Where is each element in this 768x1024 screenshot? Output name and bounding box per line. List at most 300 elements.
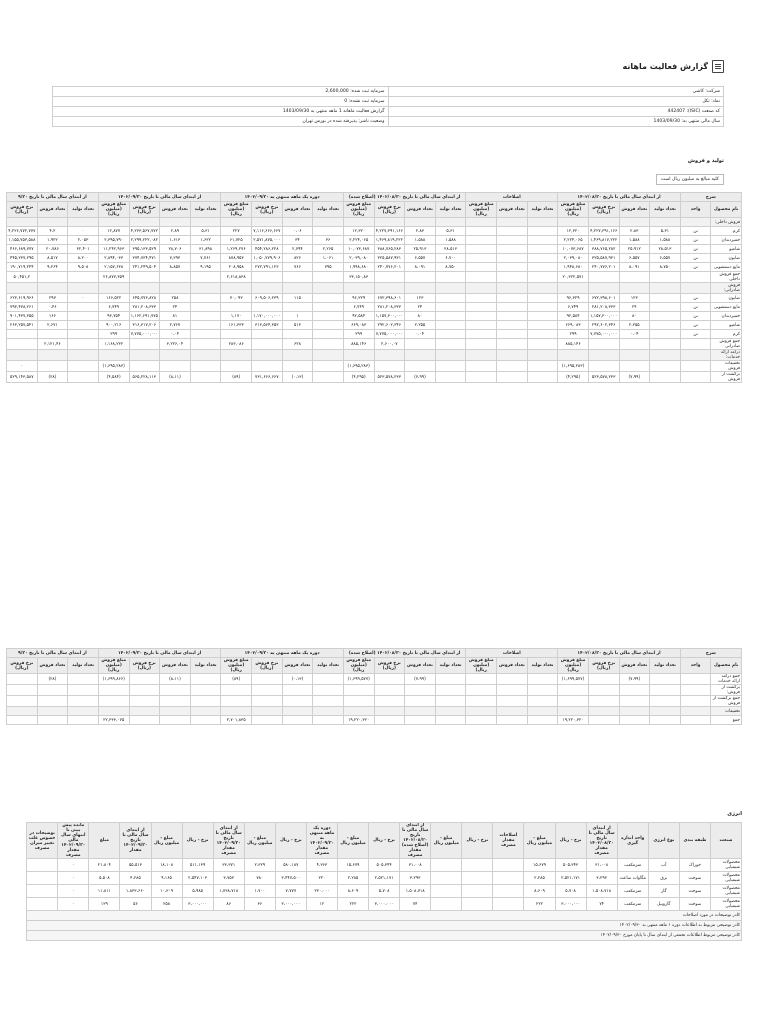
column-header: مبلغ فروش (میلیون ریال): [221, 658, 252, 674]
table-cell: ۳۲۵,۵۸۷,۹۳۱: [588, 254, 619, 263]
table-cell: [190, 361, 221, 372]
table-cell: [313, 321, 344, 330]
column-header: مبلغ فروش (میلیون ریال): [98, 658, 129, 674]
table-cell: ۶،۵۵۷: [619, 254, 650, 263]
table-cell: [527, 339, 558, 350]
table-cell: [313, 350, 344, 361]
table-cell: ۰،۰۴: [619, 330, 650, 339]
table-cell: ۲،۲۵۵: [619, 321, 650, 330]
table-cell: [680, 707, 711, 716]
column-header: تعداد تولید: [527, 202, 558, 218]
column-header: تعداد فروش: [160, 202, 191, 218]
table-cell: [405, 696, 436, 707]
table-cell: [129, 716, 160, 725]
table-cell: ۱,۱۷۰,۰۰۰,۰۰۰: [253, 313, 281, 319]
table-cell: ۱،۷۰۰: [244, 885, 275, 898]
table-cell: ۰: [68, 294, 99, 303]
energy-section-title: انرژی: [727, 811, 742, 817]
table-cell: ۴۵۴,۲۸۶,۲۲۸: [252, 245, 283, 254]
table-cell: ۲۴: [619, 303, 650, 312]
row-label: شامپو: [711, 321, 742, 330]
table-cell: [619, 707, 650, 716]
table-cell: سوخت: [679, 885, 710, 898]
table-cell: ۳۱۶,۳۱۷,۲۰۶: [129, 321, 160, 330]
column-header: نرخ فروش (ریال): [129, 202, 160, 218]
table-cell: ۲,۱۲۱,۴۶: [37, 339, 68, 350]
group-header: از ابتدای سال مالی تا تاریخ ۱۴۰۲/۰۸/۳۰: [558, 193, 681, 202]
table-cell: ۲۵،۹۱۲: [619, 245, 650, 254]
table-cell: ۲۳۰،۰۰۰: [306, 885, 337, 898]
table-cell: ۲,۰۳۹,۰۸۰: [343, 254, 374, 263]
table-cell: [221, 218, 252, 227]
notes-row: [27, 911, 742, 921]
table-cell: [497, 685, 528, 696]
table-cell: [129, 272, 160, 283]
column-header: دوره یک ماهه منتهی به ۱۴۰۲/۰۹/۳۰ مقدار مصرف: [306, 823, 337, 859]
table-cell: ۲۴: [160, 303, 191, 312]
column-header: نرخ - ریال: [462, 823, 493, 859]
table-cell: ۲،۲۸۵: [337, 872, 368, 885]
column-header: تعداد فروش: [619, 202, 650, 218]
table-cell: [160, 218, 191, 227]
table-row: [7, 283, 742, 294]
column-header: نرخ فروش (ریال): [252, 658, 283, 674]
table-cell: [650, 294, 681, 303]
table-cell: ۳،۰۰۰،۰۰۰: [275, 898, 306, 911]
table-cell: [282, 218, 313, 227]
table-cell: ۷,۱۱۶,۶۶۶,۶۶۷: [253, 228, 281, 234]
row-label: صابون: [711, 294, 742, 303]
table-cell: [98, 707, 129, 716]
row-label: خمیردندان: [711, 236, 742, 245]
table-cell: [98, 696, 129, 707]
table-cell: [588, 674, 619, 685]
table-cell: [558, 350, 589, 361]
table-cell: ۴،۲۸۵: [120, 872, 151, 885]
table-cell: ۲۲۷: [221, 227, 252, 236]
table-cell: [405, 272, 436, 283]
table-cell: [282, 716, 313, 725]
table-cell: [282, 696, 313, 707]
column-header: تعداد فروش: [282, 202, 313, 218]
table-cell: ۲,۲۹۹,۲۲۲,۰۸۲: [130, 237, 158, 243]
group-header: از ابتدای سال مالی تا تاریخ ۱۴۰۲/۰۸/۳۰ (اصلاح شده): [343, 649, 466, 658]
column-header: تعداد تولید: [527, 658, 558, 674]
table-cell: [7, 685, 38, 696]
table-cell: (۱,۶۹۹,۸۶۶): [98, 674, 129, 685]
table-cell: ۹،۲۶۴: [37, 263, 68, 272]
table-cell: [27, 872, 58, 885]
table-cell: [497, 372, 528, 383]
table-cell: ۱,۱۶۲,۶۹۱,۷۷۵: [130, 313, 158, 319]
row-label: شامپو: [711, 245, 742, 254]
table-cell: [680, 696, 711, 707]
table-cell: ۲,۷۹۴: [282, 245, 313, 254]
column-header: تعداد تولید: [190, 202, 221, 218]
table-cell: ۹،۵۰۸: [68, 263, 99, 272]
table-cell: [497, 227, 528, 236]
table-cell: [343, 283, 374, 294]
row-label: خمیردندان: [711, 312, 742, 321]
table-cell: ۲۰،۷۸۶: [37, 245, 68, 254]
table-cell: [252, 330, 283, 339]
table-cell: ۲،۰۵۳: [68, 236, 99, 245]
table-cell: تن: [680, 236, 711, 245]
table-cell: ۱۱۵: [282, 294, 313, 303]
table-cell: [588, 339, 619, 350]
table-cell: [466, 227, 497, 236]
row-label: جمع: [711, 716, 742, 725]
table-cell: [588, 696, 619, 707]
table-cell: ۹۲,۵۸۴: [343, 312, 374, 321]
table-cell: [160, 707, 191, 716]
table-cell: ۳۲۵,۵۸۷,۹۳۱: [374, 254, 405, 263]
table-cell: [190, 312, 221, 321]
table-cell: ۹۰۰,۲۱۶: [98, 321, 129, 330]
table-row: [7, 263, 742, 272]
table-cell: مگاوات ساعت: [617, 872, 648, 885]
table-cell: [190, 685, 221, 696]
group-header: اصلاحات: [466, 193, 558, 202]
column-header: تعداد تولید: [650, 202, 681, 218]
table-cell: [558, 707, 589, 716]
table-row: [27, 885, 742, 898]
table-cell: ۵۶۵,۲۲۸,۱۱۳: [129, 372, 160, 383]
table-cell: [7, 350, 38, 361]
table-cell: (۷،۹۹): [619, 372, 650, 383]
table-cell: ۱۹,۲۲۰,۳۲۰: [343, 716, 374, 725]
table-cell: [68, 283, 99, 294]
table-cell: [680, 674, 711, 685]
table-cell: ۸۶: [213, 898, 244, 911]
table-cell: ۵۵،۵۱۳: [120, 859, 151, 872]
table-row: [7, 254, 742, 263]
table-cell: ۸،۶۰۹: [524, 885, 555, 898]
table-cell: [313, 218, 344, 227]
column-header: نام محصول: [711, 202, 742, 218]
table-cell: [619, 350, 650, 361]
table-cell: [68, 372, 99, 383]
table-cell: [619, 272, 650, 283]
table-cell: ۵،۳۱: [190, 227, 221, 236]
table-cell: ۱،۰۶۱: [313, 254, 344, 263]
table-cell: [405, 350, 436, 361]
table-cell: [466, 294, 497, 303]
group-header: اصلاحات: [466, 649, 558, 658]
table-row: [7, 245, 742, 254]
table-cell: ۸،۷۵۰: [435, 263, 466, 272]
table-cell: ۷۴: [586, 898, 617, 911]
column-header: نرخ - ریال: [369, 823, 400, 859]
table-cell: [252, 283, 283, 294]
table-cell: (۸،۱۱): [160, 674, 191, 685]
table-cell: ۱،۵۰۸،۷۱۸: [586, 885, 617, 898]
table-cell: [190, 707, 221, 716]
table-cell: [435, 303, 466, 312]
table-cell: (۱,۶۹۹,۵۷۷): [558, 674, 589, 685]
table-cell: ۳۶: [244, 898, 275, 911]
table-cell: ۲،۵۴۷،۱۰۳: [182, 872, 213, 885]
row-label: محصولات شیمیایی: [710, 898, 741, 911]
group-header: از ابتدای سال مالی تا تاریخ ۱۴۰۲/۰۸/۳۰ (اصلاح شده): [343, 193, 466, 202]
row-label: محصولات شیمیایی: [710, 859, 741, 872]
column-header: تعداد تولید: [435, 658, 466, 674]
table-cell: [558, 685, 589, 696]
column-header: از ابتدای سال مالی تا تاریخ ۱۴۰۲/۰۹/۳۰ مقدار: [120, 823, 151, 859]
capital-unregistered: سرمایه ثبت نشده: 0: [53, 97, 389, 107]
table-cell: [650, 303, 681, 312]
table-cell: ۷،۷۷۷: [275, 885, 306, 898]
table-row: [7, 218, 742, 227]
table-cell: ۲،۲۸۵: [524, 872, 555, 885]
company-info-table: [52, 86, 724, 127]
table-cell: (۰،۱۳): [282, 372, 313, 383]
table-cell: [431, 898, 462, 911]
table-cell: ۵،۷۰۸: [369, 885, 400, 898]
isic-code: کد صنعت (ISIC): 442407: [388, 107, 724, 117]
table-cell: ۱۵،۶۷۹: [337, 859, 368, 872]
table-cell: ۷۹۳,۴۷۸,۲۶۱: [7, 303, 38, 312]
table-cell: [252, 350, 283, 361]
table-cell: [343, 707, 374, 716]
column-header: تعداد فروش: [405, 202, 436, 218]
column-header: نرخ فروش (ریال): [129, 658, 160, 674]
page-title: [623, 60, 724, 73]
table-cell: [527, 254, 558, 263]
table-cell: ۲۹۹: [558, 330, 589, 339]
table-cell: ۳،۴۴۷،۵۰۰: [275, 872, 306, 885]
table-cell: [619, 685, 650, 696]
table-cell: ۵،۵۰۸: [89, 872, 120, 885]
table-row: [7, 294, 742, 303]
table-cell: ۳۲,۴۰۱: [68, 245, 99, 254]
table-cell: ۲۴۱,۲۴۹,۵۰۴: [129, 263, 160, 272]
table-cell: [190, 283, 221, 294]
table-cell: [160, 272, 191, 283]
table-cell: [680, 272, 711, 283]
table-cell: ۶۱,۷۲۵: [221, 236, 252, 245]
table-cell: ۹۶,۳۲۹: [558, 294, 589, 303]
column-header: تعداد فروش: [282, 658, 313, 674]
table-cell: ۲,۱۵۷,۶۳۸: [98, 263, 129, 272]
company-symbol: نماد: تکل: [388, 97, 724, 107]
table-cell: ۷۸۰: [244, 872, 275, 885]
table-cell: [98, 283, 129, 294]
table-cell: ۲،۳۲۹: [244, 859, 275, 872]
table-cell: (۱,۶۹۹,۵۷۷): [343, 674, 374, 685]
table-cell: ۲,۲۲۴,۰۶۵: [558, 236, 589, 245]
table-cell: ۵۲۳,۵۷۸,۲۳۳: [374, 372, 405, 383]
table-cell: ۴،۳۶۳: [306, 859, 337, 872]
table-cell: [466, 339, 497, 350]
table-cell: ۰،۰۴: [405, 330, 436, 339]
table-row: [7, 696, 742, 707]
table-cell: ۶۷۲,۳۹۸,۶۰۱: [588, 294, 619, 303]
table-cell: ۰،۴۶: [37, 303, 68, 312]
table-cell: ۳،۲۹۳: [400, 872, 431, 885]
table-cell: ۱,۱۶۸,۲۳۲: [98, 339, 129, 350]
table-cell: (۸،۱۱): [160, 372, 191, 383]
publisher-status: وضعیت ناشر: پذیرفته شده در بورس تهران: [53, 117, 389, 127]
table-cell: ۸۷۸,۹۵۳: [221, 254, 252, 263]
column-header: واحد اندازه گیری: [617, 823, 648, 859]
table-cell: ۷,۷۷۵,۰۰۰,۰۰۰: [375, 331, 403, 337]
column-header: واحد: [680, 658, 711, 674]
table-cell: [68, 339, 99, 350]
table-cell: ۸،۰۹۱: [619, 263, 650, 272]
column-header: واحد: [680, 202, 711, 218]
production-sales-table: [6, 192, 742, 383]
table-cell: سوخت: [679, 898, 710, 911]
table-cell: ۲۷۲,۷۹۱,۱۲۳: [252, 263, 283, 272]
table-cell: ۷۰,۰۹۳: [221, 294, 252, 303]
table-cell: ۳،۰۰۰،۰۰۰: [369, 898, 400, 911]
table-cell: ۳،۰۰۰،۰۰۰: [182, 898, 213, 911]
group-header: شرح: [680, 649, 741, 658]
table-cell: [588, 685, 619, 696]
table-row: [7, 227, 742, 236]
table-cell: [343, 696, 374, 707]
table-cell: تن: [680, 294, 711, 303]
row-label: برگشت از فروش: [711, 372, 742, 383]
table-cell: (۱,۶۹۵,۲۸۳): [98, 361, 129, 372]
table-cell: [462, 872, 493, 885]
table-cell: [435, 312, 466, 321]
table-cell: [129, 350, 160, 361]
table-cell: [37, 707, 68, 716]
table-cell: ۲۸۱,۲۰۸,۳۳۳: [374, 303, 405, 312]
table-cell: [435, 218, 466, 227]
table-cell: ۴,۲۲۷,۳۹۱,۱۶۶: [375, 228, 403, 234]
table-cell: [7, 696, 38, 707]
table-cell: [466, 696, 497, 707]
table-cell: [527, 227, 558, 236]
table-cell: [680, 372, 711, 383]
table-cell: ۱۵،۶۷۹: [524, 859, 555, 872]
table-cell: [98, 218, 129, 227]
table-cell: ۲,۵۷۱,۸۷۵,۰۰۰: [253, 237, 281, 243]
table-cell: ۹،۱۶۵: [151, 872, 182, 885]
table-cell: ۲۰۸,۹۵۸: [221, 263, 252, 272]
table-cell: ۰: [58, 872, 89, 885]
table-cell: [37, 283, 68, 294]
table-cell: [435, 685, 466, 696]
group-header: از ابتدای سال مالی تا تاریخ ۱۴۰۲/۰۸/۳۰: [558, 649, 681, 658]
column-header: تعداد فروش: [405, 658, 436, 674]
table-cell: ۵،۹۸۵: [182, 885, 213, 898]
row-label: جمع برگشت از فروش: [711, 696, 742, 707]
table-cell: ۲۴۰,۷۷۶,۲۰۱: [374, 263, 405, 272]
table-cell: ۶۲۸: [282, 339, 313, 350]
table-cell: [190, 321, 221, 330]
table-cell: [190, 716, 221, 725]
table-cell: ۷۴: [400, 898, 431, 911]
table-cell: [466, 674, 497, 685]
table-cell: ۲,۶۰۰,۰۷: [374, 339, 405, 350]
table-cell: مترمکعب: [617, 885, 648, 898]
table-cell: ۸۰: [405, 312, 436, 321]
table-cell: ۱,۰۵۰,۷۷۹,۹۰۶: [253, 255, 281, 261]
table-cell: [221, 283, 252, 294]
table-cell: [680, 361, 711, 372]
table-cell: [374, 696, 405, 707]
table-row: [7, 372, 742, 383]
table-cell: ۷,۷۶۱: [190, 254, 221, 263]
table-cell: ۲،۲۵۵: [405, 321, 436, 330]
table-cell: [252, 696, 283, 707]
table-cell: [497, 263, 528, 272]
table-cell: ۱,۹۴۸,۶۸۰: [343, 263, 374, 272]
table-cell: [680, 283, 711, 294]
table-cell: (۷،۹۹): [405, 674, 436, 685]
table-cell: ۵۰۵،۳۴۳: [555, 859, 586, 872]
table-cell: ۱,۲۶۹,۲۷۶: [221, 245, 252, 254]
row-label: تخفیفات فروش: [711, 361, 742, 372]
column-header: مبلغ - میلیون ریال: [524, 823, 555, 859]
column-header: تعداد تولید: [650, 658, 681, 674]
table-cell: ۸،۷۵۰: [650, 263, 681, 272]
table-cell: [650, 707, 681, 716]
group-header: از ابتدای سال مالی تا تاریخ ۹/۳۰: [7, 193, 99, 202]
table-cell: [313, 330, 344, 339]
table-cell: [68, 303, 99, 312]
table-cell: [619, 361, 650, 372]
column-header: مبلغ فروش (میلیون ریال): [466, 658, 497, 674]
table-cell: مترمکعب: [617, 859, 648, 872]
table-cell: [37, 218, 68, 227]
table-cell: [497, 321, 528, 330]
table-cell: ۸،۰۹۱: [405, 263, 436, 272]
table-cell: ۸،۶۰۹: [337, 885, 368, 898]
table-cell: [27, 898, 58, 911]
table-cell: ۱,۱۵۵,۷۵۳,۵۸۸: [8, 237, 36, 243]
table-row: [7, 272, 742, 283]
column-header: مبلغ: [89, 823, 120, 859]
table-cell: [588, 361, 619, 372]
row-label: تخفیفات: [711, 707, 742, 716]
table-cell: ۶۰۹,۵۰۶,۲۳۹: [252, 294, 283, 303]
table-cell: (۴,۲۹۵): [558, 372, 589, 383]
table-cell: تن: [680, 303, 711, 312]
column-header: از ابتدای سال مالی تا تاریخ ۱۴۰۲/۰۸/۳۰ (اصلاح شده) مقدار مصرف: [400, 823, 431, 859]
column-header: نوع انرژی: [648, 823, 679, 859]
table-cell: ۲۹۹: [343, 330, 374, 339]
table-cell: [435, 321, 466, 330]
table-cell: ۵۲۹,۱۴۳,۵۸۷: [7, 372, 38, 383]
table-row: [7, 350, 742, 361]
table-cell: ۰: [7, 361, 38, 372]
table-row: [27, 898, 742, 911]
table-cell: [680, 716, 711, 725]
table-cell: تن: [680, 321, 711, 330]
table-cell: [343, 218, 374, 227]
table-cell: ۲,۲۲۴,۰۶۵: [343, 236, 374, 245]
table-row: [27, 872, 742, 885]
table-cell: مترمکعب: [617, 898, 648, 911]
column-header: مبلغ - میلیون ریال: [337, 823, 368, 859]
table-cell: ۱۰،۳۰۹: [151, 885, 182, 898]
table-cell: ۵۲۳,۵۷۸,۲۳۳: [588, 372, 619, 383]
table-cell: [466, 254, 497, 263]
table-cell: خوراک: [679, 859, 710, 872]
report-period: گزارش فعالیت ماهانه 1 ماهه منتهی به 1403/09/30: [53, 107, 389, 117]
column-header: تعداد فروش: [619, 658, 650, 674]
table-cell: [160, 350, 191, 361]
table-cell: ۳۳،۳۷۱: [213, 859, 244, 872]
table-cell: ۱۲,۸۷۷: [98, 227, 129, 236]
table-row: [7, 361, 742, 372]
table-cell: [466, 372, 497, 383]
